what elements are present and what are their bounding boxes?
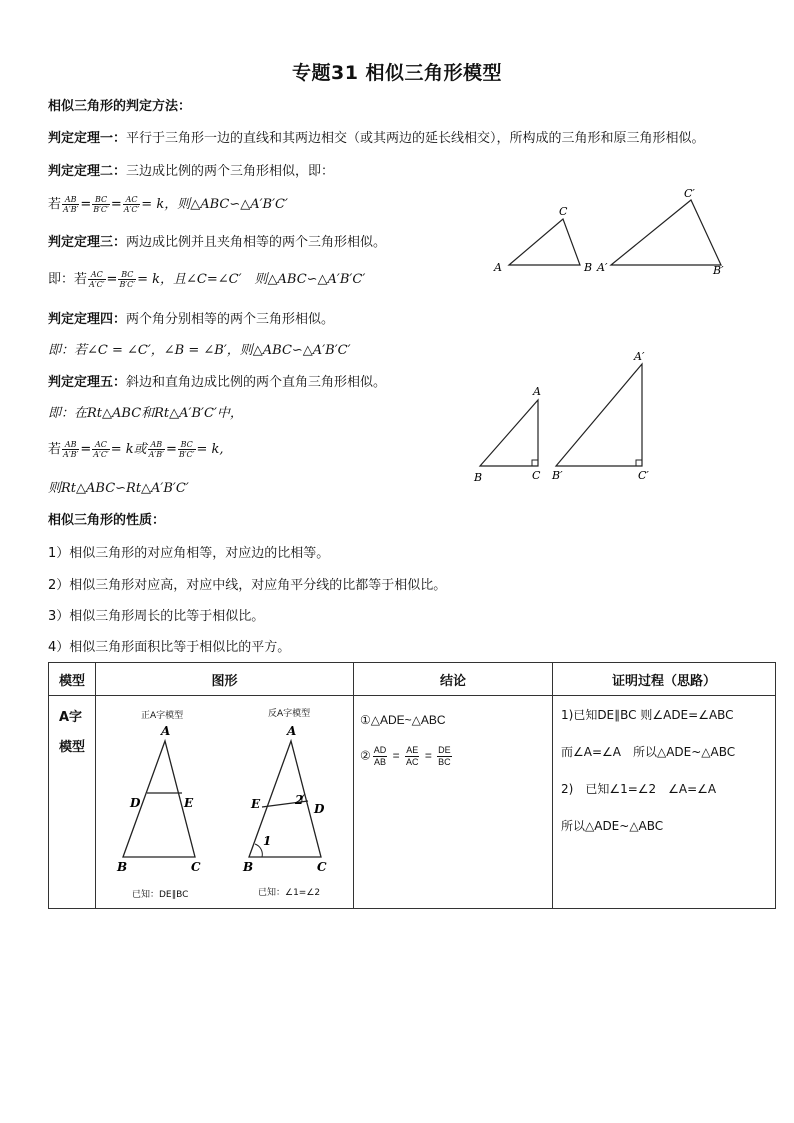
- figure-left-given: 已知：DE∥BC: [132, 890, 189, 900]
- theorem-5-line1: 即：在Rt△ABC和Rt△A′B′C′中，: [48, 406, 243, 421]
- property-item: 2）相似三角形对应高，对应中线，对应角平分线的比都等于相似比。: [48, 578, 447, 593]
- label-2: 2: [295, 793, 304, 807]
- denominator: B′C′: [119, 280, 136, 289]
- denominator: A′C′: [123, 205, 140, 214]
- theorem-4-body: 两个角分别相等的两个三角形相似。: [126, 312, 335, 327]
- numerator: AD: [373, 745, 387, 755]
- theorem-2-if: 若: [48, 197, 62, 212]
- label-ap: A′: [634, 350, 645, 363]
- right-angle-mark: [532, 460, 538, 466]
- theorem-2-body: 三边成比例的两个三角形相似，即：: [126, 164, 335, 179]
- conclusion-cell: [354, 696, 553, 909]
- label-c: C: [559, 205, 568, 218]
- figure-right-given: 已知：∠1=∠2: [258, 888, 321, 898]
- similar-triangles-figure: [485, 182, 735, 282]
- model-name-line2: 模型: [59, 740, 86, 755]
- fraction-bc-bpcp: [92, 195, 110, 214]
- fraction-ac-apcp: [92, 440, 110, 459]
- numerator: AB: [62, 440, 79, 450]
- denominator: A′B′: [63, 205, 79, 214]
- a-shape-model-figure: [96, 716, 353, 898]
- label-e: E: [251, 797, 261, 811]
- conclusion-2: ② $\frac{AD}{AB}$ = $\frac{AE}{AC}$ = $\frac{DE}{BC}$: [360, 745, 451, 767]
- label-c: C: [532, 469, 541, 482]
- right-angle-mark: [636, 460, 642, 466]
- denominator: AC: [405, 757, 419, 767]
- fraction-de-bc: [437, 745, 452, 768]
- theorem-1-head: 判定定理一：: [48, 131, 127, 146]
- numerator: BC: [92, 195, 110, 205]
- numerator: AC: [88, 270, 106, 280]
- column-header-model: 模型: [49, 663, 96, 696]
- fraction-ad-ab: [373, 745, 388, 768]
- proof-cell: [553, 696, 776, 909]
- theorem-4: [48, 311, 334, 329]
- label-b: B: [243, 860, 254, 874]
- denominator: A′C′: [89, 280, 105, 289]
- denominator: AB: [374, 757, 387, 767]
- model-name-line1: A字: [59, 710, 83, 725]
- theorem-1: [48, 130, 705, 148]
- label-e: E: [184, 796, 194, 810]
- figure-left-title: 正A字模型: [141, 711, 184, 721]
- label-a: A: [161, 724, 171, 738]
- label-1: 1: [263, 834, 272, 848]
- similar-right-triangles-figure: [470, 348, 680, 483]
- numerator: AC: [123, 195, 141, 205]
- table-row: [49, 696, 776, 909]
- theorem-2-formula: 若 $\frac{AB}{A'B'}$ = $\frac{BC}{B'C'}$ = $\frac{AC}{A'C'}$ = k，则△ABC∽△A′B′C′: [48, 195, 288, 214]
- label-c: C: [191, 860, 201, 874]
- triangle-apbpcp: [611, 200, 721, 265]
- right-triangle-abc: [480, 400, 538, 466]
- theorem-3-head: 判定定理三：: [48, 235, 127, 250]
- label-bp: B′: [713, 264, 724, 277]
- proof-line: 1)已知DE∥BC 则∠ADE=∠ABC: [561, 708, 734, 722]
- numerator: AB: [148, 440, 165, 450]
- denominator: A′B′: [63, 450, 79, 459]
- proof-line: 而∠A=∠A 所以△ADE~△ABC: [561, 745, 736, 759]
- label-b: B: [474, 471, 483, 483]
- label-a: A: [533, 385, 541, 398]
- table-header-row: [49, 663, 776, 696]
- theorem-2-tail: = k，则△ABC∽△A′B′C′: [141, 197, 288, 212]
- label-d: D: [130, 796, 141, 810]
- numerator: DE: [438, 745, 451, 755]
- fraction-bc-bpcp: [118, 270, 136, 289]
- figure-cell: [96, 696, 354, 909]
- theorem-4-head: 判定定理四：: [48, 312, 127, 327]
- property-item: 3）相似三角形周长的比等于相似比。: [48, 609, 265, 624]
- denominator: B′C′: [93, 205, 109, 214]
- label-bp: B′: [552, 469, 563, 482]
- right-triangle-apbpcp: [556, 364, 642, 466]
- numerator: AE: [406, 745, 419, 755]
- theorem-5-if: 若: [48, 442, 62, 457]
- theorem-2-head: 判定定理二：: [48, 164, 127, 179]
- theorem-3-tail: = k，且∠C=∠C′ 则△ABC∽△A′B′C′: [137, 272, 366, 287]
- fraction-ab-apbp: [62, 440, 79, 459]
- section-heading-properties: 相似三角形的性质：: [48, 513, 166, 528]
- denominator: B′C′: [178, 450, 195, 459]
- theorem-2: [48, 163, 334, 181]
- denominator: BC: [438, 757, 451, 767]
- figure-right-title: 反A字模型: [268, 709, 311, 719]
- proof-line: 2) 已知∠1=∠2 ∠A=∠A: [561, 782, 717, 796]
- fraction-ae-ac: [405, 745, 420, 768]
- proof-line: 所以△ADE~△ABC: [561, 819, 664, 833]
- conclusion-1: ①△ADE~△ABC: [360, 713, 446, 727]
- theorem-1-body: 平行于三角形一边的直线和其两边相交（或其两边的延长线相交），所构成的三角形和原三角形相似。: [126, 131, 705, 146]
- section-heading-criteria: 相似三角形的判定方法：: [48, 99, 192, 114]
- numerator: AB: [62, 195, 79, 205]
- label-cp: C′: [638, 469, 649, 482]
- numerator: BC: [118, 270, 136, 280]
- theorem-5: [48, 374, 386, 392]
- theorem-3-body: 两边成比例并且夹角相等的两个三角形相似。: [126, 235, 387, 250]
- theorem-3: [48, 234, 386, 252]
- theorem-5-conclusion: 则Rt△ABC∽Rt△A′B′C′: [48, 481, 189, 496]
- label-d: D: [314, 802, 325, 816]
- fraction-ac-apcp: [88, 270, 106, 289]
- label-b: B: [117, 860, 128, 874]
- theorem-5-end: = k,: [196, 442, 224, 457]
- model-name-cell: [49, 696, 96, 909]
- column-header-figure: 图形: [96, 663, 354, 696]
- column-header-conclusion: 结论: [354, 663, 553, 696]
- page-title: 专题31 相似三角形模型: [291, 62, 503, 84]
- column-header-proof: 证明过程（思路）: [553, 663, 776, 696]
- theorem-4-formula: 即：若∠C = ∠C′，∠B = ∠B′，则△ABC∽△A′B′C′: [48, 343, 351, 358]
- fraction-ab-apbp: [62, 195, 79, 214]
- fraction-ab-apbp: [148, 440, 165, 459]
- theorem-5-body: 斜边和直角边成比例的两个直角三角形相似。: [126, 375, 387, 390]
- theorem-5-head: 判定定理五：: [48, 375, 127, 390]
- label-b: B: [584, 261, 593, 274]
- theorem-3-if: 即：若: [48, 272, 88, 287]
- property-item: 4）相似三角形面积比等于相似比的平方。: [48, 640, 291, 655]
- label-ap: A′: [597, 261, 608, 274]
- denominator: A′B′: [148, 450, 164, 459]
- fraction-ac-apcp: [123, 195, 141, 214]
- triangle-abc: [509, 219, 580, 265]
- theorem-5-or: = k或: [110, 442, 147, 457]
- model-table: [48, 662, 776, 909]
- numerator: AC: [92, 440, 110, 450]
- fraction-bc-bpcp: [178, 440, 196, 459]
- property-item: 1）相似三角形的对应角相等，对应边的比相等。: [48, 546, 330, 561]
- denominator: A′C′: [93, 450, 109, 459]
- label-a: A: [494, 261, 502, 274]
- label-a: A: [287, 724, 297, 738]
- angle-1-arc: [255, 844, 262, 857]
- theorem-3-formula: 即：若 $\frac{AC}{A'C'}$ = $\frac{BC}{B'C'}$ = k，且∠C=∠C′ 则△ABC∽△A′B′C′: [48, 270, 366, 289]
- numerator: BC: [178, 440, 196, 450]
- conclusion-2-prefix: ②: [360, 748, 371, 763]
- label-c: C: [317, 860, 327, 874]
- label-cp: C′: [684, 187, 695, 200]
- theorem-5-formula: 若 $\frac{AB}{A'B'}$ = $\frac{AC}{A'C'}$ = k或 $\frac{AB}{A'B'}$ = $\frac{BC}{B'C'}$ = k,: [48, 440, 224, 459]
